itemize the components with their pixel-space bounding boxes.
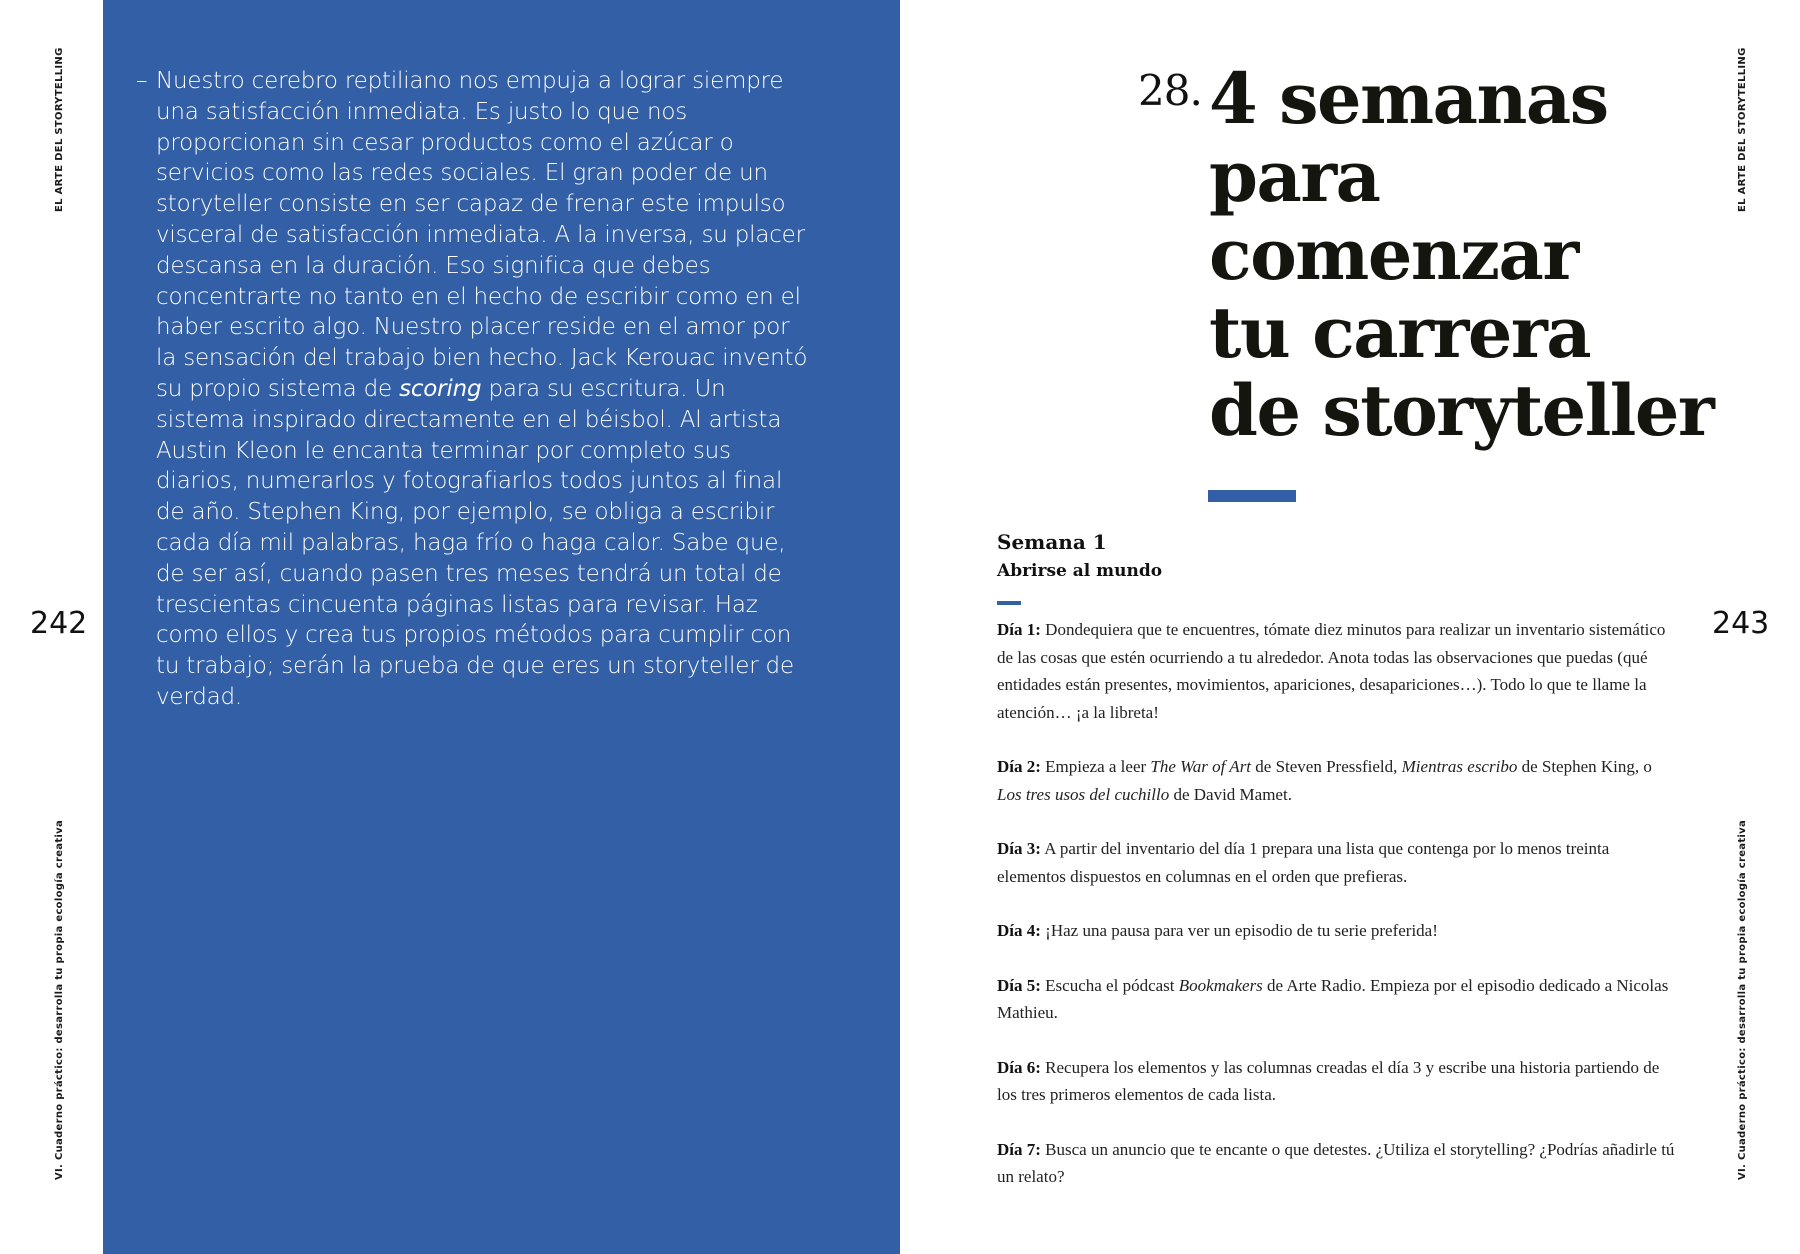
- week-subtitle: Abrirse al mundo: [997, 561, 1163, 581]
- chapter-title-line: tu carrera: [1209, 291, 1591, 374]
- right-section-label: VI. Cuaderno práctico: desarrolla tu propia ecología creativa: [1737, 819, 1748, 1180]
- left-paragraph: [136, 66, 816, 713]
- paragraph-body: Nuestro cerebro reptiliano nos empuja a lograr siempre una satisfacción inmediata. Es justo lo que nos proporcionan sin cesar productos como el azúcar o servicios como las redes sociales. El gran poder de un storyteller consiste en ser capaz de frenar este impulso visceral de satisfacción inmediata. A la inversa, su placer descansa en la duración. Eso significa que debes concentrarte no tanto en el hecho de escribir como en el haber escrito algo. Nuestro placer reside en el amor por la sensación del trabajo bien hecho. Jack Kerouac inventó su propio sistema de scoring para su escritura. Un sistema inspirado directamente en el béisbol. Al artista Austin Kleon le encanta terminar por completo sus diarios, numerarlos y fotografiarlos todos juntos al final de año. Stephen King, por ejemplo, se obliga a escribir cada día mil palabras, haga frío o haga calor. Sabe que, de ser así, cuando pasen tres meses tendrá un total de trescientas cincuenta páginas listas para revisar. Haz como ellos y crea tus propios métodos para cumplir con tu trabajo; serán la prueba de que eres un storyteller de verdad.: [156, 68, 808, 710]
- day-entry: Día 5: Escucha el pódcast Bookmakers de Arte Radio. Empieza por el episodio dedicado a Nicolas Mathieu.: [997, 975, 1669, 1022]
- day-entry: Día 1: Dondequiera que te encuentres, tómate diez minutos para realizar un inventario sistemático de las cosas que estén ocurriendo a tu alrededor. Anota todas las observaciones que puedas (qué entidades están presentes, movimientos, apariciones, desapariciones…). Todo lo que te llame la atención… ¡a la libreta!: [997, 620, 1666, 722]
- paragraph-dash: –: [136, 68, 148, 94]
- chapter-title: [1209, 57, 1769, 452]
- day-entry: Día 2: Empieza a leer The War of Art de Steven Pressfield, Mientras escribo de Stephen King, o Los tres usos del cuchillo de David Mamet.: [997, 757, 1652, 804]
- day-entry: Día 6: Recupera los elementos y las columnas creadas el día 3 y escribe una historia partiendo de los tres primeros elementos de cada lista.: [997, 1057, 1660, 1104]
- right-page-number: 243: [1712, 606, 1770, 641]
- chapter-title-line: 4 semanas: [1209, 57, 1608, 140]
- left-page-number: 242: [30, 606, 88, 641]
- day-entry: Día 7: Busca un anuncio que te encante o que detestes. ¿Utiliza el storytelling? ¿Podrías añadirle tú un relato?: [997, 1139, 1675, 1186]
- left-running-head: EL ARTE DEL STORYTELLING: [54, 47, 65, 212]
- chapter-title-line: comenzar: [1209, 213, 1578, 296]
- chapter-number: 28.: [1138, 66, 1202, 115]
- week-accent-bar: [997, 601, 1021, 605]
- left-section-label: VI. Cuaderno práctico: desarrolla tu propia ecología creativa: [54, 819, 65, 1180]
- title-accent-bar: [1208, 490, 1296, 502]
- chapter-title-line: de storyteller: [1209, 369, 1714, 452]
- week-title: Semana 1: [997, 530, 1107, 554]
- right-running-head: EL ARTE DEL STORYTELLING: [1737, 47, 1748, 212]
- chapter-title-line: para: [1209, 135, 1380, 218]
- days-list: [997, 616, 1677, 1218]
- day-entry: Día 4: ¡Haz una pausa para ver un episodio de tu serie preferida!: [997, 921, 1438, 940]
- day-entry: Día 3: A partir del inventario del día 1 prepara una lista que contenga por lo menos treinta elementos dispuestos en columnas en el orden que prefieras.: [997, 839, 1610, 886]
